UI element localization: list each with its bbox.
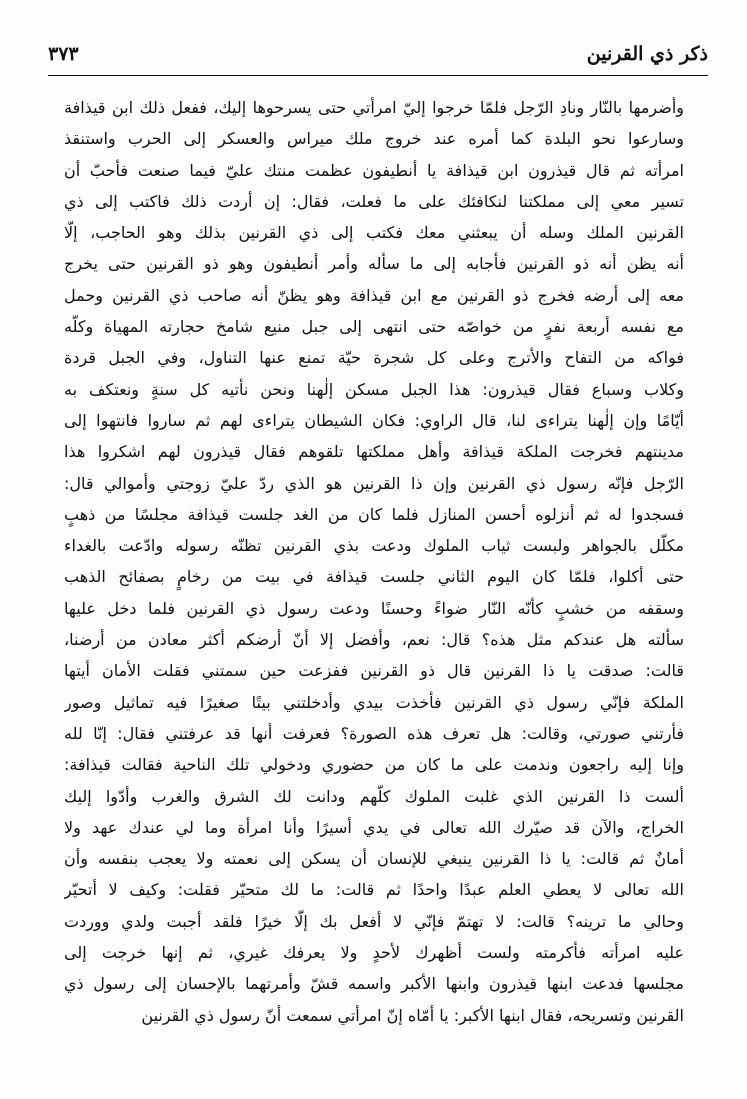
text-line: وسارعوا نحو البلدة كما أمره عند خروج ملك ميراس والعسكر إلى الحرب واستنقذ — [64, 129, 684, 149]
text-line: معه إلى أرضه فخرج ذو القرنين مع ابن قيذافة وهو يظنّ أنه صاحب ذي القرنين وحمل — [64, 285, 684, 305]
text-line: أيّامًا وإن إلٰهنا يتراءى لنا، قال الراوي: فكان الشيطان يتراءى لهم ثم ساروا فانتهوا إلى — [64, 410, 684, 430]
text-line: وحالي ما ترينه؟ قالت: لا تهتمّ فإنّي لا أفعل بك إلّا خيرًا فلقد أجبت ولدي ووردت — [64, 911, 684, 931]
text-line: وكلاب وسباع فقال قيذرون: هذا الجبل مسكن إلٰهنا ونحن نأتيه كل سنةٍ ونعتكف به — [64, 379, 684, 399]
text-line: مدينتهم فخرجت الملكة قيذافة وأهل مملكتها تلقوهم فقال قيذرون لهم اشكروا هذا — [64, 442, 684, 462]
text-line: القرنين الملك وسله أن يبعثني معك فكتب إلى ذي القرنين بذلك وهو الحاجب، إلّا — [64, 223, 684, 243]
text-line: أنه يظن أنه ذو القرنين فأجابه إلى ما سأله وأمر أنطيفون وهو ذو القرنين حتى يخرج — [64, 254, 684, 274]
text-line: قالت: صدقت يا ذا القرنين قال ذو القرنين ففزعت حين سمتني فقلت الأمان أيتها — [64, 661, 684, 681]
chapter-title: ذكر ذي القرنين — [586, 43, 708, 65]
text-line: الخراج، والآن قد صيّرك الله تعالى في يدي أسيرًا وأنا امرأة وما لي عندك عهد ولا — [64, 817, 684, 837]
text-line: وإنا إليه راجعون وندمت على ما كان من حضوري ودخولي تلك الناحية فقالت قيذافة: — [64, 755, 684, 775]
text-line: وسقفه من خشبٍ كأنّه النّار ضواءً وحسنًا ودعت رسول ذي القرنين فلما دخل عليها — [64, 598, 684, 618]
text-line: فأرتني صورتي، وقالت: هل تعرف هذه الصورة؟ فعرفت أنها قد عرفتني فقال: إنّا لله — [64, 723, 684, 743]
text-line: الرّجل فإنّه رسول ذي القرنين وإن ذا القرنين هو الذي ردّ عليّ زوجتي وأموالي قال: — [64, 473, 684, 493]
page-number: ٣٧٣ — [48, 43, 79, 65]
body-text — [64, 92, 684, 1031]
text-line: مجلسها فدعت ابنها قيذرون وابنها الأكبر واسمه قشّ وأمرتهما بالإحسان إلى رسول ذي — [64, 974, 684, 994]
text-line: ألست ذا القرنين الذي غلبت الملوك كلّهم ودانت لك الشرق والغرب وأدّوا إليك — [64, 786, 684, 806]
text-line: مكلّل بالجواهر ولبست ثياب الملوك ودعت بذي القرنين تظنّه رسوله وادّعت بالغداء — [64, 536, 684, 556]
text-line: الملكة فإنّي رسول ذي القرنين فأخذت بيدي وأدخلتني بيتًا صغيرًا فيه تماثيل وصور — [64, 692, 684, 712]
text-line: وأضرمها بالنّار ونادِ الرّجل فلمّا خرجوا إليّ امرأتي حتى يسرحوها إليك، ففعل ذلك ابن قيذافة — [64, 98, 684, 117]
text-line: حتى أكلوا، فلمّا كان اليوم الثاني جلست قيذافة في بيت من رخامٍ بصفائح الذهب — [64, 567, 684, 587]
text-line: فسجدوا له ثم أنزلوه أحسن المنازل فلما كان من الغد جلست قيذافة مجلسًا من ذهبٍ — [64, 504, 684, 524]
running-header — [48, 28, 708, 76]
text-line: امرأته ثم قال قيذرون ابن قيذافة يا أنطيفون عظمت منتك عليّ فيما صنعت فأحبّ أن — [64, 160, 684, 180]
text-line: تسير معي إلى مملكتنا لنكافئك على ما فعلت، فقال: إن أردت ذلك فاكتب إلى ذي — [64, 191, 684, 211]
header-rule — [48, 75, 708, 76]
text-line: أمانٌ ثم قالت: يا ذا القرنين ينبغي للإنسان أن يسكن إلى نعمته ولا يعجب بنفسه وأن — [64, 849, 684, 869]
text-line: القرنين وتسريحه، فقال ابنها الأكبر: يا أمّاه إنّ امرأتي سمعت أنّ رسول ذي القرنين — [141, 1005, 684, 1025]
text-line: سألته هل عندكم مثل هذه؟ قال: نعم، وأفضل إلا أنّ أرضكم أكثر معادن من أرضنا، — [64, 630, 684, 650]
text-line: فواكه من التفاح والأترج وعلى كل شجرة حيّة تمنع عنها التناول، وفي الجبل قردة — [64, 348, 684, 368]
text-line: مع نفسه أربعة نفرٍ من خواصّه حتى انتهى إلى جبل منيع شامخ حجارته المهياة وكلّه — [64, 317, 684, 337]
text-line: الله تعالى لا يعطي العلم عبدًا واحدًا ثم قالت: ما لك متحيّر فقلت: وكيف لا أتحيّر — [64, 880, 684, 900]
text-line: عليه امرأته فأكرمته ولست أظهرك لأحدٍ ولا يعرفك غيري، ثم إنها خرجت إلى — [64, 943, 684, 963]
